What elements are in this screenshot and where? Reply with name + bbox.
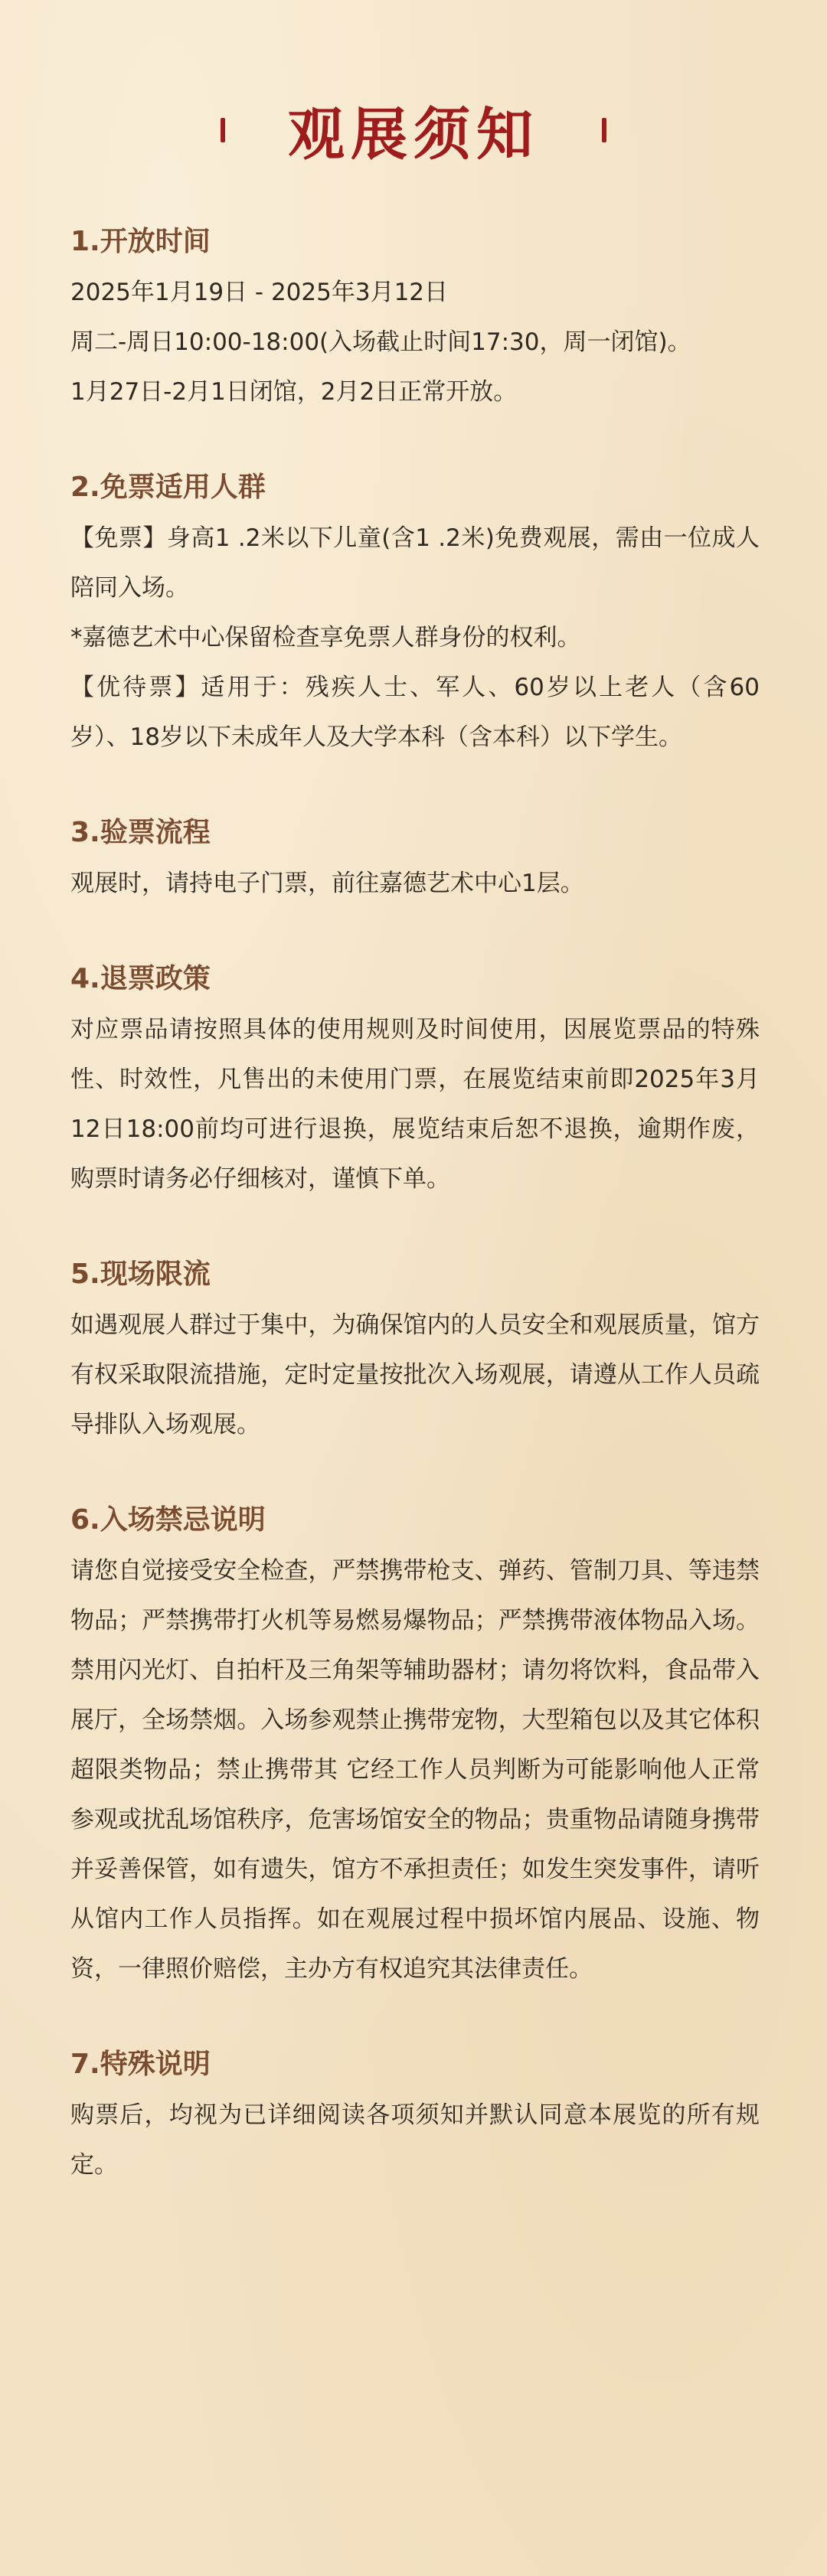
section-special-notes bbox=[70, 2045, 760, 2190]
section-heading: 2.免票适用人群 bbox=[70, 472, 266, 503]
section-paragraph: 周二-周日10:00-18:00(入场截止时间17:30，周一闭馆)。 bbox=[70, 328, 691, 356]
section-paragraph: 如遇观展人群过于集中，为确保馆内的人员安全和观展质量，馆方有权采取限流措施，定时定量按批次入场观展，请遵从工作人员疏导排队入场观展。 bbox=[70, 1311, 760, 1438]
section-paragraph: 观展时，请持电子门票，前往嘉德艺术中心1层。 bbox=[70, 870, 584, 897]
section-heading: 6.入场禁忌说明 bbox=[70, 1504, 266, 1536]
section-paragraph: 【优待票】适用于：残疾人士、军人、60岁以上老人（含60岁）、18岁以下未成年人及大学本科（含本科）以下学生。 bbox=[70, 674, 760, 751]
section-heading: 7.特殊说明 bbox=[70, 2049, 211, 2080]
section-paragraph: 1月27日-2月1日闭馆，2月2日正常开放。 bbox=[70, 378, 518, 406]
page-title: 观展须知 bbox=[288, 102, 539, 168]
section-heading: 1.开放时间 bbox=[70, 226, 211, 257]
section-entry-prohibitions bbox=[70, 1500, 760, 1994]
header bbox=[0, 84, 827, 176]
section-heading: 3.验票流程 bbox=[70, 817, 211, 848]
section-heading: 5.现场限流 bbox=[70, 1259, 211, 1290]
section-opening-hours bbox=[70, 222, 760, 417]
notice-content bbox=[70, 222, 760, 2241]
section-paragraph: 购票后，均视为已详细阅读各项须知并默认同意本展览的所有规定。 bbox=[70, 2101, 760, 2179]
section-free-ticket bbox=[70, 468, 760, 762]
title-left-mark bbox=[221, 118, 225, 142]
section-crowd-control bbox=[70, 1255, 760, 1450]
title-right-mark bbox=[602, 118, 606, 142]
section-refund-policy bbox=[70, 959, 760, 1204]
section-paragraph: 请您自觉接受安全检查，严禁携带枪支、弹药、管制刀具、等违禁物品；严禁携带打火机等易燃易爆物品；严禁携带液体物品入场。禁用闪光灯、自拍杆及三角架等辅助器材；请勿将饮料，食品带入展厅，全场禁烟。入场参观禁止携带宠物，大型箱包以及其它体积超限类物品；禁止携带其 它经工作人员判断为可能影响他人正常参观或扰乱场馆秩序，危害场馆安全的物品；贵重物品请随身携带并妥善保管，如有遗失，馆方不承担责任；如发生突发事件，请听从馆内工作人员指挥。如在观展过程中损坏馆内展品、设施、物资，一律照价赔偿，主办方有权追究其法律责任。 bbox=[70, 1557, 760, 1983]
section-paragraph: 2025年1月19日 - 2025年3月12日 bbox=[70, 279, 449, 306]
section-paragraph: *嘉德艺术中心保留检查享免票人群身份的权利。 bbox=[70, 624, 581, 651]
section-paragraph: 【免票】身高1 .2米以下儿童(含1 .2米)免费观展，需由一位成人陪同入场。 bbox=[70, 524, 760, 602]
section-ticket-check bbox=[70, 813, 760, 909]
section-paragraph: 对应票品请按照具体的使用规则及时间使用，因展览票品的特殊性、时效性，凡售出的未使用门票，在展览结束前即2025年3月12日18:00前均可进行退换，展览结束后恕不退换，逾期作废，购票时请务必仔细核对，谨慎下单。 bbox=[70, 1016, 760, 1193]
section-heading: 4.退票政策 bbox=[70, 963, 211, 994]
